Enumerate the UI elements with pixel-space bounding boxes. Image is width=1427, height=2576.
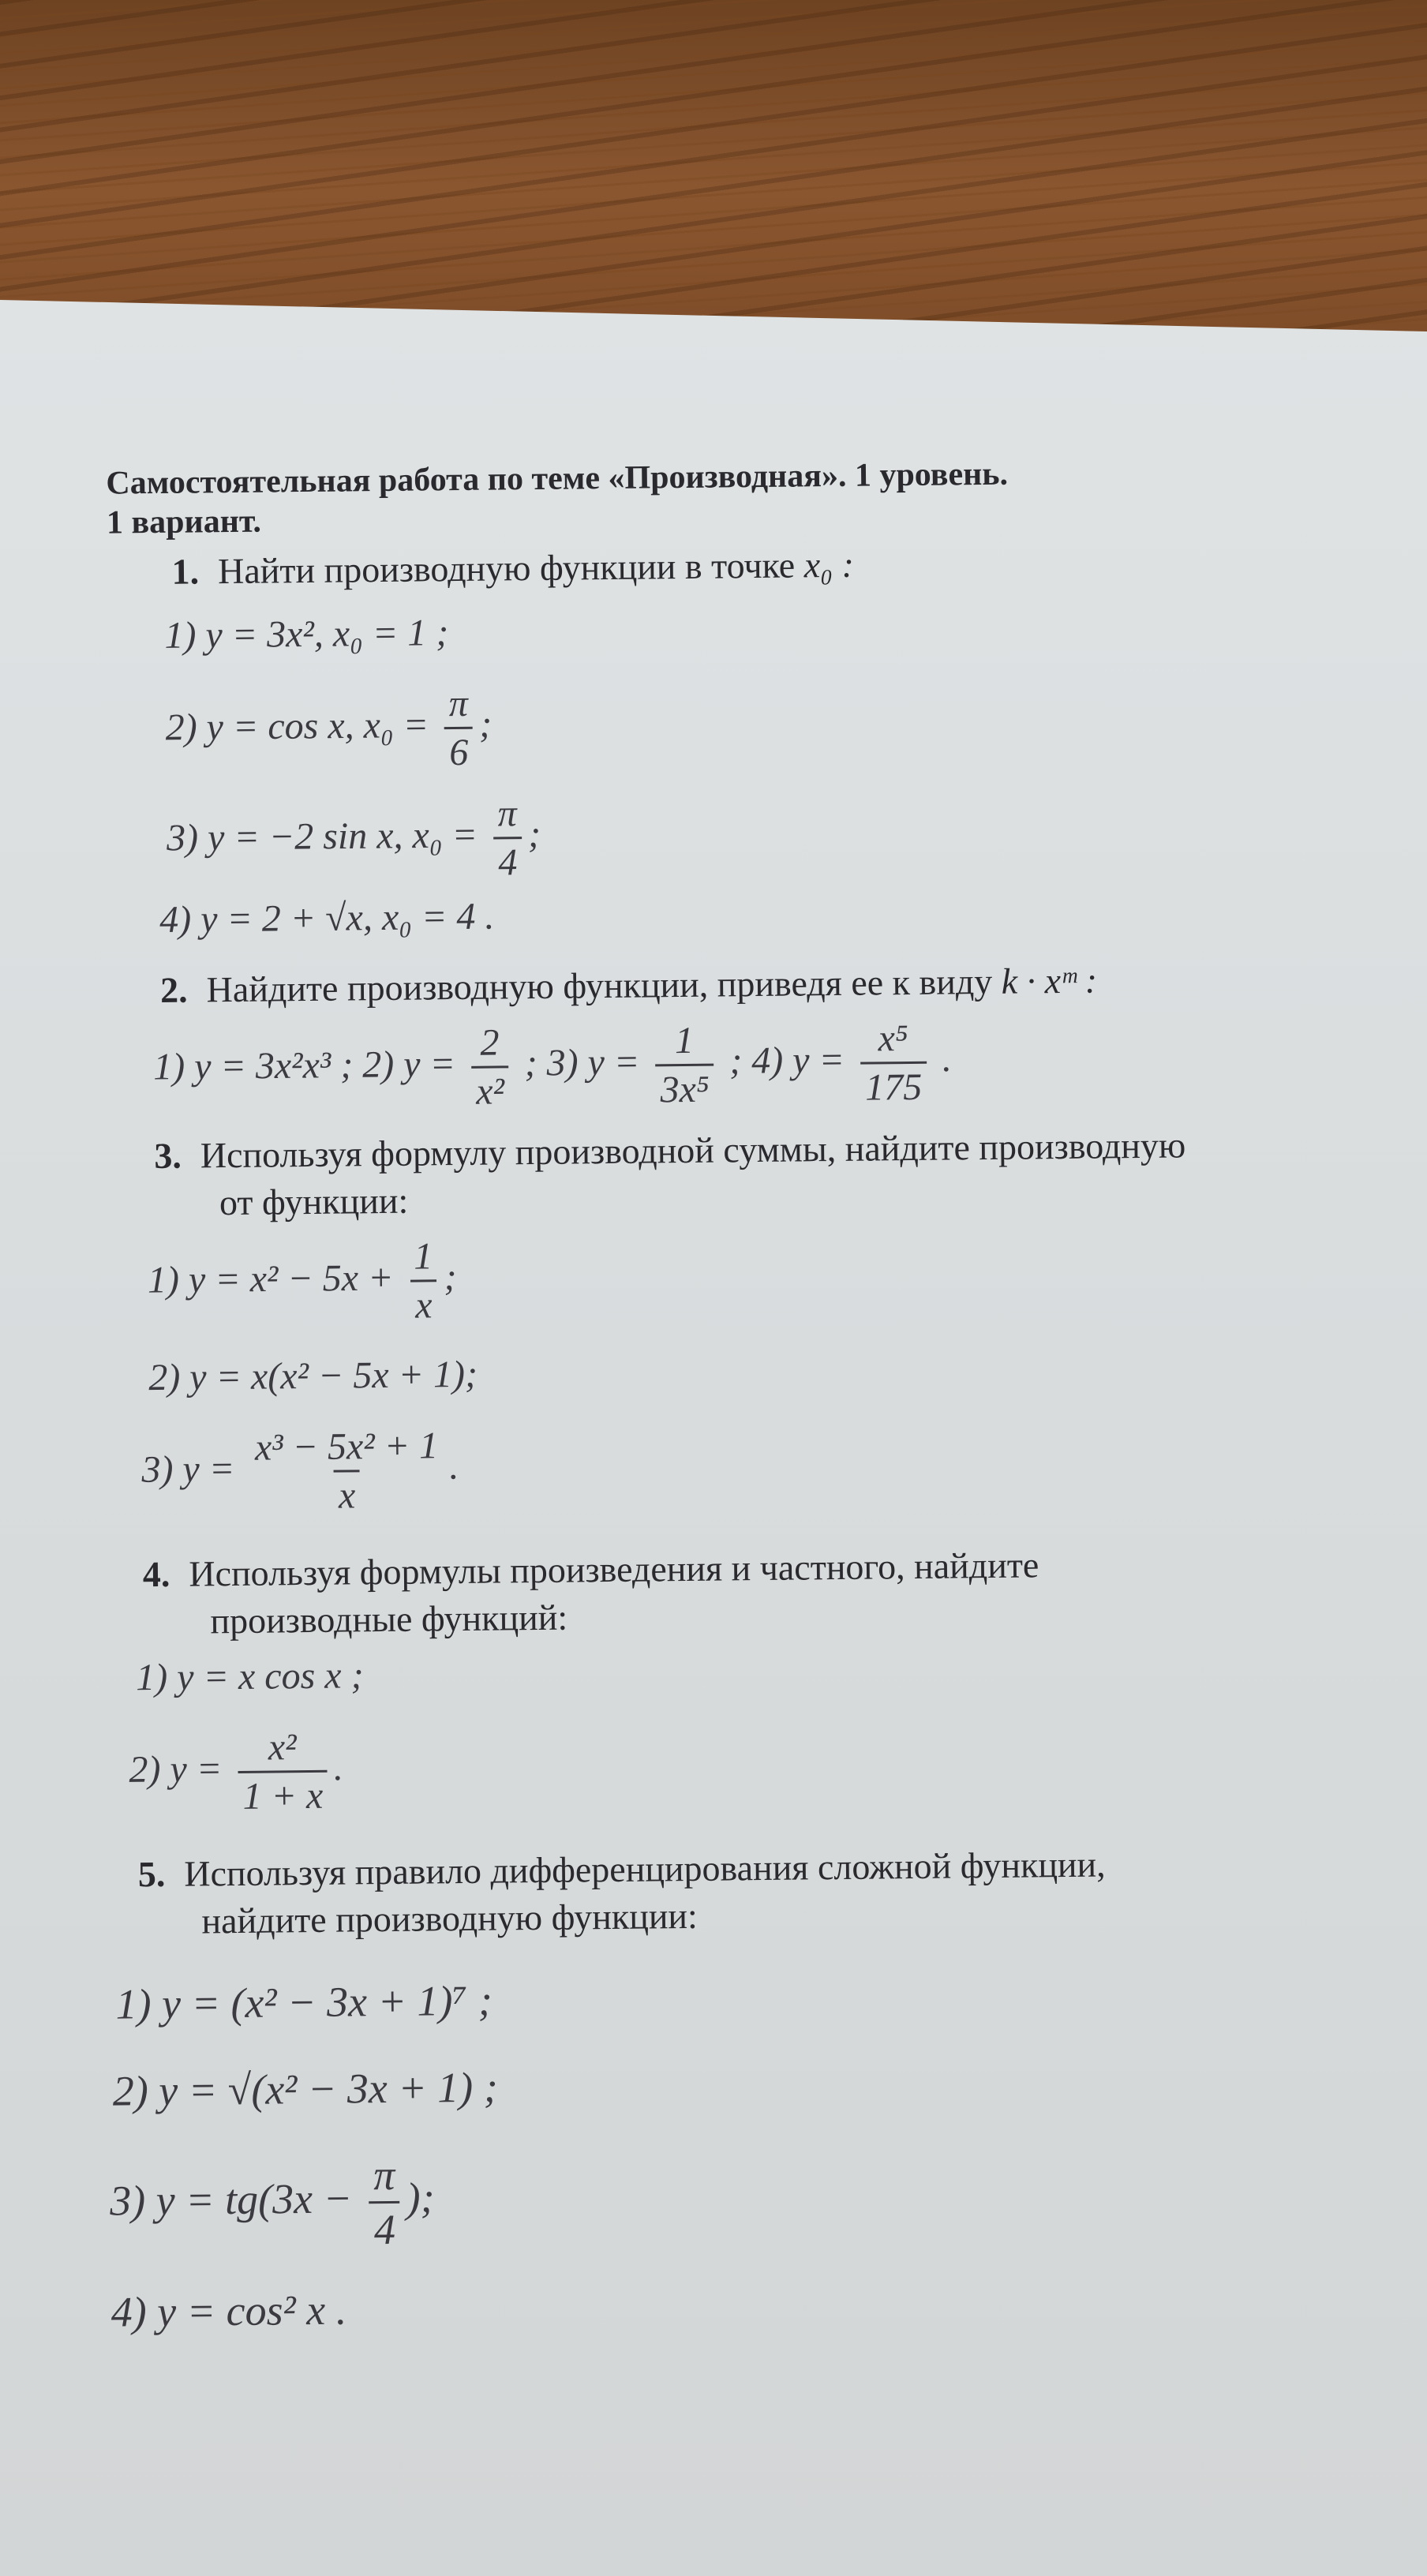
task-5-item-3-text: 3) y = tg(3x −	[109, 2174, 363, 2225]
task-3-text-line-2: от функции:	[219, 1180, 409, 1223]
task-2	[160, 960, 1097, 1011]
task-5-text-line-2: найдите производную функции:	[201, 1895, 699, 1941]
task-4-number: 4.	[142, 1553, 170, 1595]
fraction	[250, 1424, 444, 1518]
fraction-denominator: 4	[369, 2201, 401, 2254]
task-3-item-1	[147, 1234, 457, 1330]
task-1-number: 1.	[171, 551, 200, 592]
task-1	[171, 544, 854, 593]
item-ending: );	[406, 2174, 435, 2222]
task-2-items	[153, 1016, 953, 1117]
task-3-item-1-text: 1) y = x² − 5x +	[147, 1256, 403, 1301]
fraction-denominator: 4	[493, 837, 522, 884]
fraction-denominator: 6	[444, 727, 474, 774]
item-ending: ;	[478, 703, 493, 746]
item-ending: ;	[527, 813, 541, 856]
task-5-number: 5.	[137, 1853, 166, 1895]
fraction-numerator: x⁵	[878, 1017, 908, 1060]
task-4	[143, 1544, 1039, 1595]
fraction	[409, 1234, 438, 1327]
task-4-item-2	[129, 1725, 344, 1820]
task-1-item-4: 4) y = 2 + √x, x₀ = 4 .	[159, 895, 495, 941]
task-1-text: Найти производную функции в точке	[217, 545, 796, 592]
task-2-text: Найдите производную функции, приведя ее к виду	[206, 960, 993, 1010]
item-ending: .	[932, 1037, 953, 1080]
fraction	[655, 1019, 714, 1112]
worksheet-title: Самостоятельная работа по теме «Производная». 1 уровень.	[106, 455, 1009, 502]
task-1-suffix: x₀ :	[803, 544, 855, 586]
task-1-item-3-text: 3) y = −2 sin x, x₀ =	[166, 814, 488, 859]
task-2-item-4: ; 4) y =	[719, 1039, 855, 1083]
task-3-item-2: 2) y = x(x² − 5x + 1);	[148, 1353, 478, 1399]
task-3-text: Используя формулу производной суммы, найдите производную	[200, 1125, 1186, 1176]
item-ending: ;	[444, 1256, 457, 1298]
fraction-numerator: π	[448, 682, 469, 725]
fraction-denominator: x	[410, 1279, 437, 1327]
fraction-denominator: 175	[860, 1061, 927, 1110]
item-ending: .	[333, 1747, 344, 1789]
fraction-denominator: 3x⁵	[655, 1064, 714, 1112]
fraction	[369, 2151, 400, 2254]
fraction-numerator: 1	[674, 1019, 695, 1062]
fraction	[238, 1725, 328, 1818]
fraction	[493, 792, 522, 884]
fraction-numerator: π	[373, 2151, 395, 2200]
task-4-item-1: 1) y = x cos x ;	[135, 1654, 364, 1699]
task-5-item-2: 2) y = √(x² − 3x + 1) ;	[112, 2063, 499, 2115]
task-5-item-3	[110, 2150, 436, 2256]
task-5-text: Используя правило дифференцирования сложной функции,	[184, 1844, 1106, 1894]
fraction-numerator: 2	[480, 1021, 500, 1064]
fraction	[444, 682, 473, 774]
task-3	[154, 1124, 1185, 1177]
task-3-item-3-text: 3) y =	[141, 1447, 245, 1491]
task-4-text: Используя формулы произведения и частного, найдите	[189, 1544, 1039, 1594]
task-3-number: 3.	[154, 1135, 182, 1177]
fraction	[470, 1020, 509, 1113]
variant-label: 1 вариант.	[106, 503, 262, 541]
task-3-item-3	[141, 1424, 459, 1519]
task-5-item-1: 1) y = (x² − 3x + 1)⁷ ;	[115, 1976, 493, 2028]
task-2-number: 2.	[159, 969, 188, 1010]
item-ending: .	[449, 1445, 459, 1488]
fraction	[860, 1017, 927, 1110]
fraction-numerator: x³ − 5x² + 1	[254, 1425, 439, 1469]
task-4-text-line-2: производные функций:	[210, 1597, 568, 1642]
fraction-numerator: 1	[413, 1235, 433, 1278]
task-1-item-3	[167, 792, 541, 888]
task-2-item-3: ; 3) y =	[515, 1040, 650, 1084]
task-4-item-2-text: 2) y =	[129, 1747, 232, 1791]
task-1-item-1: 1) y = 3x², x₀ = 1 ;	[164, 612, 449, 657]
task-5-item-4: 4) y = cos² x .	[110, 2286, 347, 2336]
fraction-denominator: x²	[471, 1065, 509, 1113]
fraction-denominator: x	[334, 1470, 361, 1517]
task-5	[138, 1843, 1106, 1895]
task-1-item-2-text: 2) y = cos x, x₀ =	[165, 703, 439, 749]
task-2-suffix: k · xᵐ :	[1001, 960, 1098, 1002]
fraction-numerator: π	[497, 792, 517, 835]
fraction-numerator: x²	[268, 1726, 297, 1769]
task-1-item-2	[165, 682, 493, 777]
fraction-denominator: 1 + x	[238, 1770, 328, 1818]
task-2-item-1: 1) y = 3x²x³ ; 2) y =	[152, 1043, 466, 1088]
